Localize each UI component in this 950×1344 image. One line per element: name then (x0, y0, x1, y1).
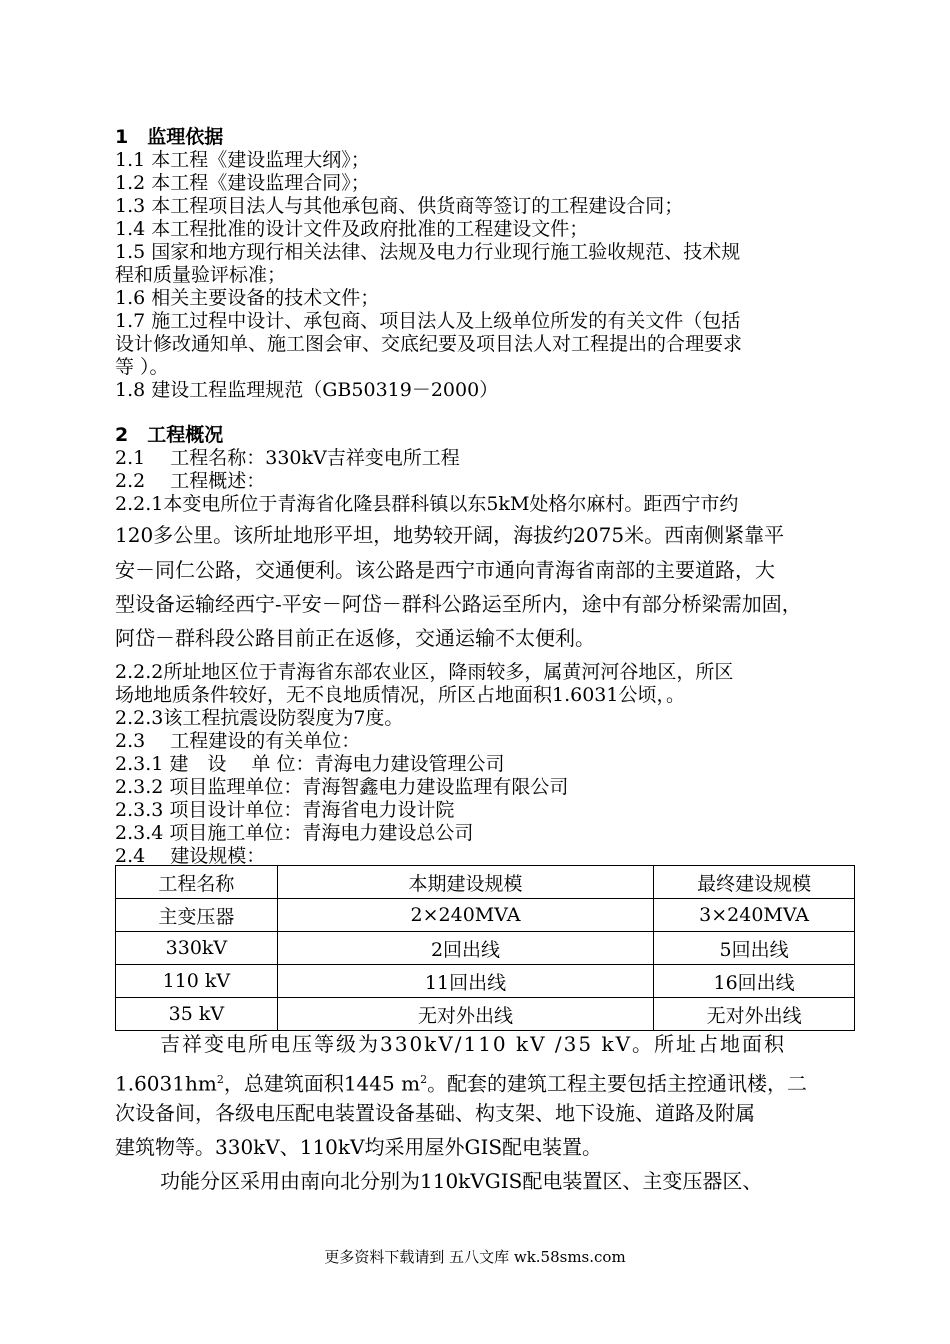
table-cell: 16回出线 (654, 965, 855, 998)
table-cell: 无对外出线 (654, 998, 855, 1031)
section2-line: 2.2.1本变电所位于青海省化隆县群科镇以东5kM处格尔麻村。距西宁市约 (115, 493, 739, 515)
section2-line: 2.4 建设规模： (115, 845, 266, 867)
paragraph-line: 120多公里。该所址地形平坦，地势较开阔，海拔约2075米。西南侧紧靠平 (115, 523, 785, 547)
section1-item: 1.3 本工程项目法人与其他承包商、供货商等签订的工程建设合同； (115, 195, 684, 217)
section2-line: 2.2.2所址地区位于青海省东部农业区，降雨较多，属黄河河谷地区，所区 (115, 661, 734, 683)
paragraph-line (115, 1069, 807, 1095)
table-row (116, 998, 855, 1031)
superscript: 2 (216, 1073, 224, 1086)
text-run: 。配套的建筑工程主要包括主控通讯楼，二 (427, 1071, 808, 1096)
section2-line: 2.3.1 建 设 单 位：青海电力建设管理公司 (115, 753, 505, 775)
section1-item: 程和质量验评标准； (115, 264, 287, 286)
table-header-row (116, 866, 855, 899)
section1-item: 1.2 本工程《建设监理合同》； (115, 172, 370, 194)
section1-item: 1.5 国家和地方现行相关法律、法规及电力行业现行施工验收规范、技术规 (115, 241, 741, 263)
paragraph-line: 型设备运输经西宁-平安－阿岱－群科公路运至所内，途中有部分桥梁需加固， (115, 592, 802, 616)
section2-heading: 2 工程概况 (115, 424, 224, 446)
paragraph-line: 安－同仁公路，交通便利。该公路是西宁市通向青海省南部的主要道路，大 (115, 558, 775, 582)
section1-heading: 1 监理依据 (115, 126, 224, 148)
paragraph-line: 功能分区采用由南向北分别为110kVGIS配电装置区、主变压器区、 (160, 1169, 763, 1193)
paragraph-line: 阿岱－群科段公路目前正在返修，交通运输不太便利。 (115, 626, 595, 650)
table-row (116, 899, 855, 932)
paragraph-line: 建筑物等。330kV、110kV均采用屋外GIS配电装置。 (115, 1135, 603, 1159)
table-cell: 110 kV (116, 965, 278, 998)
table-cell: 主变压器 (116, 899, 278, 932)
table-row (116, 932, 855, 965)
text-run: 1.6031hm (115, 1071, 217, 1096)
table-header-cell: 本期建设规模 (277, 866, 653, 899)
section2-line: 2.3 工程建设的有关单位： (115, 730, 361, 752)
table-cell: 330kV (116, 932, 278, 965)
table-cell: 3×240MVA (654, 899, 855, 932)
table-cell: 11回出线 (277, 965, 653, 998)
table-cell: 2×240MVA (277, 899, 653, 932)
text-run: ，总建筑面积1445 m (223, 1071, 421, 1096)
table-header-cell: 工程名称 (116, 866, 278, 899)
section2-line: 2.2.3该工程抗震设防裂度为7度。 (115, 707, 404, 729)
construction-scale-table (115, 865, 855, 1031)
table-cell: 5回出线 (654, 932, 855, 965)
table-cell: 35 kV (116, 998, 278, 1031)
table-row (116, 965, 855, 998)
superscript: 2 (420, 1073, 428, 1086)
section1-item: 设计修改通知单、施工图会审、交底纪要及项目法人对工程提出的合理要求 (115, 333, 743, 355)
table-cell: 无对外出线 (277, 998, 653, 1031)
section2-line: 2.1 工程名称：330kV吉祥变电所工程 (115, 447, 460, 469)
section2-line: 2.3.2 项目监理单位：青海智鑫电力建设监理有限公司 (115, 776, 569, 798)
section1-item: 1.6 相关主要设备的技术文件； (115, 287, 380, 309)
section2-line: 2.3.3 项目设计单位：青海省电力设计院 (115, 799, 455, 821)
section1-item: 1.7 施工过程中设计、承包商、项目法人及上级单位所发的有关文件（包括 (115, 310, 741, 332)
paragraph-line: 吉祥变电所电压等级为330kV/110 kV /35 kV。所址占地面积 (160, 1032, 787, 1056)
section1-item: 1.8 建设工程监理规范（GB50319－2000） (115, 379, 499, 401)
section2-line: 2.2 工程概述： (115, 470, 266, 492)
section1-item: 1.1 本工程《建设监理大纲》； (115, 149, 370, 171)
paragraph-line: 次设备间，各级电压配电装置设备基础、构支架、地下设施、道路及附属 (115, 1101, 755, 1125)
table-cell: 2回出线 (277, 932, 653, 965)
section1-item: 等 ）。 (115, 356, 169, 378)
table-header-cell: 最终建设规模 (654, 866, 855, 899)
page-footer: 更多资料下载请到 五八文库 wk.58sms.com (324, 1248, 626, 1266)
section1-item: 1.4 本工程批准的设计文件及政府批准的工程建设文件； (115, 218, 589, 240)
section2-line: 场地地质条件较好，无不良地质情况，所区占地面积1.6031公顷，。 (115, 684, 685, 706)
section2-line: 2.3.4 项目施工单位：青海电力建设总公司 (115, 822, 474, 844)
